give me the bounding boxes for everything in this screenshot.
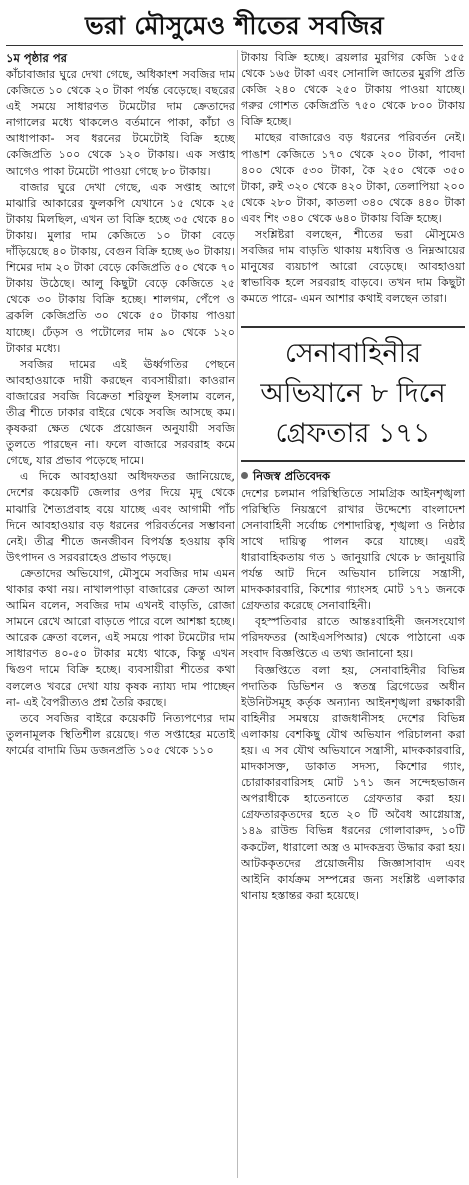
headline-rule — [6, 45, 463, 46]
byline: নিজস্ব প্রতিবেদক — [253, 468, 331, 483]
second-article-headline: সেনাবাহিনীর অভিযানে ৮ দিনে গ্রেফতার ১৭১ — [260, 337, 446, 449]
byline-row — [241, 468, 465, 484]
article-paragraph: টাকায় বিক্রি হচ্ছে। ব্রয়লার মুরগির কেজি ১৫৫ থেকে ১৬৫ টাকা এবং সোনালি জাতের মুরগি প্রতি কেজি ২৪০ থেকে ২৫০ টাকায় পাওয়া যাচ্ছে। গরুর গোশত কেজিপ্রতি ৭৫০ থেকে ৮০০ টাকায় বিক্রি হচ্ছে। — [241, 51, 465, 129]
article-paragraph: তবে সবজির বাইরে কয়েকটি নিত্যপণ্যের দাম তুলনামূলক স্থিতিশীল রয়েছে। গত সপ্তাহের মতোই ফার্মের বাদামি ডিম ডজনপ্রতি ১০৫ থেকে ১১০ — [6, 711, 235, 757]
article-paragraph: বিজ্ঞপ্তিতে বলা হয়, সেনাবাহিনীর বিভিন্ন পদাতিক ডিভিশন ও স্বতন্ত্র ব্রিগেডের অধীন ইউনিটসমূহ কর্তৃক অন্যান্য আইনশৃঙ্খলা রক্ষাকারী বাহিনীর সমন্বয়ে রাজধানীসহ দেশের বিভিন্ন এলাকায় বেশকিছু যৌথ অভিযান পরিচালনা করা হয়। এ সব যৌথ অভিযানে সন্ত্রাসী, মাদককারবারি, মাদকাসক্ত, ডাকাত সদস্য, কিশোর গ্যাং, চোরাকারবারিসহ মোট ১৭১ জন সন্দেহভাজন অপরাধীকে হাতেনাতে গ্রেফতার করা হয়। গ্রেফতারকৃতদের হতে ২০ টি অবৈধ আগ্নেয়াস্ত্র, ১৪৯ রাউন্ড বিভিন্ন ধরনের গোলাবারুদ, ১০টি ককটেল, ধারালো অস্ত্র ও মাদকদ্রব্য উদ্ধার করা হয়। আটককৃতদের প্রয়োজনীয় জিজ্ঞাসাবাদ এবং আইনি কার্যক্রম সম্পন্নের জন্য সংশ্লিষ্ট এলাকার থানায় হস্তান্তর করা হয়েছে। — [241, 663, 465, 902]
article-paragraph: কাঁচাবাজার ঘুরে দেখা গেছে, অধিকাংশ সবজির দাম কেজিতে ১০ থেকে ২০ টাকা পর্যন্ত বেড়েছে। বছরের এই সময়ে সাধারণত টমেটোর দাম ক্রেতাদের নাগালের মধ্যে থাকলেও বর্তমানে পাকা, কাঁচা ও আধাপাকা- সব ধরনের টমেটোই বিক্রি হচ্ছে কেজিপ্রতি ১০০ থেকে ১২০ টাকায়। এক সপ্তাহ আগেও পাকা টমেটো পাওয়া গেছে ৮০ টাকায়। — [6, 68, 235, 178]
article-paragraph: মাছের বাজারেও বড় ধরনের পরিবর্তন নেই। পাঙাশ কেজিতে ১৭০ থেকে ২০০ টাকা, পাবদা ৪০০ থেকে ৫৩০ টাকা, কৈ ২৫০ থেকে ৩৫০ টাকা, রুই ৩২০ থেকে ৪২০ টাকা, তেলাপিয়া ২০০ থেকে ২৮০ টাকা, কাতলা ৩৪০ থেকে ৪৪০ টাকা এবং শিং ৩৪০ থেকে ৬৪০ টাকায় বিক্রি হচ্ছে। — [241, 131, 465, 225]
second-article-headline-box — [241, 326, 465, 462]
continuation-label: ১ম পৃষ্ঠার পর — [6, 51, 67, 65]
article-paragraph: সবজির দামের এই ঊর্ধ্বগতির পেছনে আবহাওয়াকে দায়ী করছেন ব্যবসায়ীরা। কাওরান বাজারের সবজি বিক্রেতা শরিফুল ইসলাম বলেন, তীব্র শীতে ঢাকার বাইরে থেকে সবজি আসছে কম। কৃষকরা ক্ষেত থেকে প্রয়োজন অনুযায়ী সবজি তুলতে পারছেন না। ফলে বাজারে সরবরাহ কমে গেছে, যার প্রভাব পড়েছে দামে। — [6, 357, 235, 468]
article-paragraph: দেশের চলমান পরিস্থিতিতে সামগ্রিক আইনশৃঙ্খলা পরিস্থিতি নিয়ন্ত্রণে রাখার উদ্দেশ্যে বাংলাদেশ সেনাবাহিনী সর্বোচ্চ পেশাদারিত্ব, শৃঙ্খলা ও নিষ্ঠার সাথে দায়িত্ব পালন করে যাচ্ছে। এরই ধারাবাহিকতায় গত ১ জানুয়ারি থেকে ৮ জানুয়ারি পর্যন্ত আট দিনে অভিযান চালিয়ে সন্ত্রাসী, মাদককারবারি, কিশোর গ্যাংসহ মোট ১৭১ জনকে গ্রেফতার করেছে সেনাবাহিনী। — [241, 486, 465, 613]
page-headline: ভরা মৌসুমেও শীতের সবজির — [85, 11, 384, 40]
article-paragraph: এ দিকে আবহাওয়া অধিদফতর জানিয়েছে, দেশের কয়েকটি জেলার ওপর দিয়ে মৃদু থেকে মাঝারি শৈত্যপ্রবাহ বয়ে যাচ্ছে এবং আগামী পাঁচ দিনে আবহাওয়ার বড় ধরনের পরিবর্তনের সম্ভাবনা নেই। তীব্র শীতে জনজীবন বিপর্যস্ত হওয়ায় কৃষি উৎপাদন ও সরবরাহেও প্রভাব পড়ছে। — [6, 470, 235, 564]
article-paragraph: সংশ্লিষ্টরা বলছেন, শীতের ভরা মৌসুমেও সবজির দাম বাড়তি থাকায় মধ্যবিত্ত ও নিম্নআয়ের মানুষের ব্যয়চাপ আরো বেড়েছে। আবহাওয়া স্বাভাবিক হলে সরবরাহ বাড়বে। তখন দাম কিছুটা কমতে পারে- এমন আশার কথাই বলছেন তারা। — [241, 228, 465, 306]
article-paragraph: ক্রেতাদের অভিযোগ, মৌসুমে সবজির দাম এমন থাকার কথা নয়। নাখালপাড়া বাজারের ক্রেতা আল আমিন বলেন, সবজির দাম এখনই বাড়তি, রোজা সামনে রেখে আরো বাড়তে পারে বলে আশঙ্কা হচ্ছে। আরেক ক্রেতা বলেন, এই সময়ে পাকা টমেটোর দাম সাধারণত ৪০-৫০ টাকার মধ্যে থাকে, কিন্তু এখন দ্বিগুণ দামে বিক্রি হচ্ছে। ব্যবসায়ীরা শীতের কথা বললেও খবরে দেখা যায় কৃষক ন্যায্য দাম পাচ্ছেন না- এই বৈপরীত্যও প্রশ্ন তৈরি করছে। — [6, 566, 235, 709]
column-divider — [237, 50, 238, 1178]
left-column — [6, 50, 235, 1180]
right-column — [241, 50, 465, 1180]
article-paragraph: বৃহস্পতিবার রাতে আন্তঃবাহিনী জনসংযোগ পরিদফতর (আইএসপিআর) থেকে পাঠানো এক সংবাদ বিজ্ঞপ্তিতে এ তথ্য জানানো হয়। — [241, 615, 465, 661]
bullet-icon — [241, 472, 248, 479]
article-paragraph: বাজার ঘুরে দেখা গেছে, এক সপ্তাহ আগে মাঝারি আকারের ফুলকপি যেখানে ১৫ থেকে ২৫ টাকায় মিলছিল, এখন তা বিক্রি হচ্ছে ৩৫ থেকে ৪০ টাকায়। মুলার দাম কেজিতে ১০ টাকা বেড়ে দাঁড়িয়েছে ৪০ টাকায়, বেগুন বিক্রি হচ্ছে ৬০ টাকায়। শিমের দাম ২০ টাকা বেড়ে কেজিপ্রতি ৫০ থেকে ৭০ টাকায় উঠেছে। আলু কিছুটা বেড়ে কেজিতে ২৫ থেকে ৩০ টাকায় বিক্রি হচ্ছে। শালগম, পেঁপে ও ব্রকলি কেজিপ্রতি ৩০ থেকে ৫০ টাকায় পাওয়া যাচ্ছে। ঢেঁড়স ও পটোলের দাম ৯০ থেকে ১২০ টাকার মধ্যে। — [6, 180, 235, 355]
